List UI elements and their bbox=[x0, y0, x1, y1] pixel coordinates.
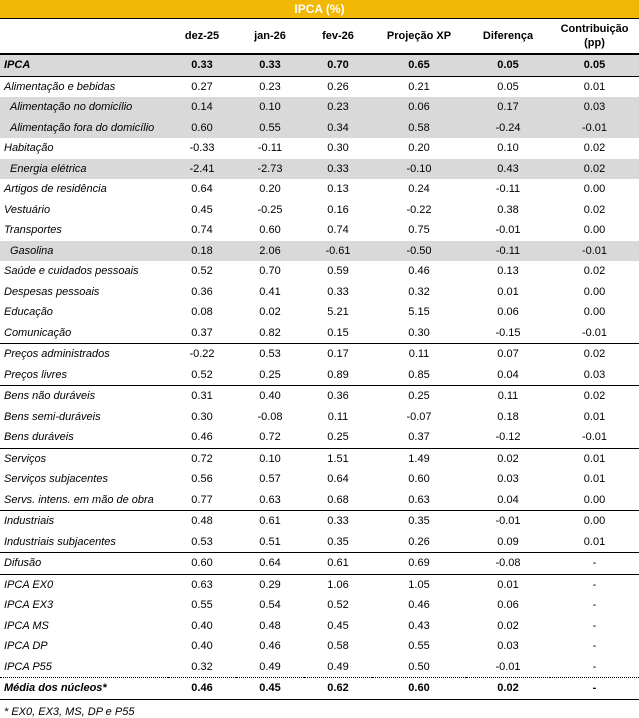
cell-value: 0.20 bbox=[408, 142, 430, 155]
cell-value: 0.25 bbox=[327, 431, 349, 444]
cell-value: -0.08 bbox=[466, 553, 550, 575]
cell-value: 0.40 bbox=[191, 619, 213, 632]
cell-value: 1.49 bbox=[372, 448, 466, 469]
cell-value: -0.07 bbox=[406, 410, 432, 423]
cell-value: 0.53 bbox=[191, 535, 213, 548]
column-header-jan-26: jan-26 bbox=[254, 30, 286, 42]
table-body bbox=[0, 55, 639, 700]
cell-value: 0.40 bbox=[236, 386, 304, 407]
column-header-projecao-xp: Projeção XP bbox=[386, 30, 452, 42]
cell-value: 0.11 bbox=[327, 410, 349, 423]
cell-value: 0.52 bbox=[191, 368, 213, 381]
row-label: Industriais subjacentes bbox=[4, 535, 116, 548]
cell-value: 0.05 bbox=[466, 55, 550, 77]
cell-value: 0.64 bbox=[327, 473, 349, 486]
cell-value: 0.02 bbox=[583, 203, 606, 216]
cell-value: 0.06 bbox=[497, 306, 519, 319]
cell-value: 0.74 bbox=[327, 224, 349, 237]
cell-value: 0.58 bbox=[327, 640, 349, 653]
cell-value: 0.21 bbox=[372, 76, 466, 97]
cell-value: - bbox=[550, 574, 639, 595]
cell-value: 0.59 bbox=[327, 265, 349, 278]
table-row bbox=[0, 386, 639, 407]
cell-value: 0.46 bbox=[408, 265, 430, 278]
row-label: Servs. intens. em mão de obra bbox=[4, 493, 154, 506]
cell-value: 0.60 bbox=[372, 678, 466, 700]
cell-value: 0.30 bbox=[408, 326, 430, 339]
cell-value: 0.16 bbox=[327, 203, 349, 216]
cell-value: 0.55 bbox=[191, 599, 213, 612]
cell-value: -0.01 bbox=[495, 660, 521, 673]
row-label: IPCA P55 bbox=[4, 660, 52, 673]
table-row bbox=[0, 636, 639, 657]
cell-value: 0.03 bbox=[497, 640, 519, 653]
row-label: Preços livres bbox=[4, 368, 67, 381]
table-row bbox=[0, 138, 639, 159]
cell-value: 0.14 bbox=[168, 97, 236, 118]
cell-value: 0.30 bbox=[327, 142, 349, 155]
column-header-row bbox=[0, 19, 639, 54]
cell-value: 0.02 bbox=[259, 306, 281, 319]
cell-value: 0.41 bbox=[259, 285, 281, 298]
cell-value: 0.85 bbox=[408, 368, 430, 381]
cell-value: -0.22 bbox=[406, 203, 432, 216]
cell-value: 0.33 bbox=[304, 511, 372, 532]
cell-value: - bbox=[550, 553, 639, 575]
row-label: Artigos de residência bbox=[4, 183, 107, 196]
row-label: Bens semi-duráveis bbox=[4, 410, 101, 423]
cell-value: -2.41 bbox=[168, 159, 236, 180]
cell-value: -0.25 bbox=[257, 203, 283, 216]
cell-value: 0.03 bbox=[583, 368, 606, 381]
cell-value: 0.02 bbox=[466, 448, 550, 469]
cell-value: 0.24 bbox=[408, 183, 430, 196]
row-label: Educação bbox=[4, 306, 53, 319]
cell-value: 0.29 bbox=[236, 574, 304, 595]
cell-value: 0.01 bbox=[583, 473, 606, 486]
table-row bbox=[0, 261, 639, 282]
table-row bbox=[0, 179, 639, 200]
cell-value: 0.33 bbox=[327, 285, 349, 298]
cell-value: 0.48 bbox=[168, 511, 236, 532]
row-label: Alimentação no domicílio bbox=[0, 97, 168, 118]
cell-value: 0.72 bbox=[168, 448, 236, 469]
cell-value: 0.02 bbox=[583, 265, 606, 278]
table-row bbox=[0, 490, 639, 511]
cell-value: 0.36 bbox=[304, 386, 372, 407]
cell-value: 0.17 bbox=[466, 97, 550, 118]
cell-value: -0.11 bbox=[257, 142, 283, 155]
cell-value: 0.72 bbox=[259, 431, 281, 444]
cell-value: 0.34 bbox=[304, 118, 372, 139]
cell-value: 0.00 bbox=[583, 183, 606, 196]
cell-value: 0.63 bbox=[259, 493, 281, 506]
cell-value: 0.02 bbox=[550, 344, 639, 365]
cell-value: 0.52 bbox=[327, 599, 349, 612]
cell-value: 0.60 bbox=[168, 118, 236, 139]
cell-value: 0.02 bbox=[550, 159, 639, 180]
table-row bbox=[0, 365, 639, 386]
cell-value: 0.37 bbox=[191, 326, 213, 339]
cell-value: 0.01 bbox=[583, 410, 606, 423]
cell-value: 0.49 bbox=[259, 660, 281, 673]
cell-value: 0.11 bbox=[466, 386, 550, 407]
table-row bbox=[0, 595, 639, 616]
cell-value: 0.10 bbox=[236, 448, 304, 469]
cell-value: 0.04 bbox=[497, 368, 519, 381]
cell-value: -0.22 bbox=[168, 344, 236, 365]
cell-value: 0.55 bbox=[236, 118, 304, 139]
table-row bbox=[0, 407, 639, 428]
row-label: IPCA EX0 bbox=[0, 574, 168, 595]
cell-value: 0.32 bbox=[408, 285, 430, 298]
cell-value: 0.35 bbox=[372, 511, 466, 532]
row-label: Serviços subjacentes bbox=[4, 473, 108, 486]
cell-value: 0.00 bbox=[550, 511, 639, 532]
cell-value: 0.74 bbox=[191, 224, 213, 237]
row-label: Bens não duráveis bbox=[0, 386, 168, 407]
row-label: IPCA bbox=[0, 55, 168, 77]
cell-value: 0.26 bbox=[304, 76, 372, 97]
cell-value: -0.12 bbox=[495, 431, 521, 444]
cell-value: 0.63 bbox=[168, 574, 236, 595]
cell-value: 0.45 bbox=[191, 203, 213, 216]
table-row bbox=[0, 427, 639, 448]
cell-value: 0.37 bbox=[408, 431, 430, 444]
cell-value: 0.64 bbox=[191, 183, 213, 196]
row-label: Serviços bbox=[0, 448, 168, 469]
table-row bbox=[0, 241, 639, 262]
row-label: Difusão bbox=[0, 553, 168, 575]
table-row bbox=[0, 344, 639, 365]
table-row bbox=[0, 76, 639, 97]
cell-value: 0.48 bbox=[259, 619, 281, 632]
cell-value: -0.50 bbox=[372, 241, 466, 262]
table-row bbox=[0, 532, 639, 553]
cell-value: 0.45 bbox=[236, 678, 304, 700]
cell-value: -0.10 bbox=[372, 159, 466, 180]
cell-value: 0.56 bbox=[191, 473, 213, 486]
cell-value: -0.33 bbox=[189, 142, 215, 155]
cell-value: 0.60 bbox=[408, 473, 430, 486]
cell-value: 0.70 bbox=[304, 55, 372, 77]
cell-value: 0.53 bbox=[236, 344, 304, 365]
table-row bbox=[0, 220, 639, 241]
cell-value: 0.31 bbox=[168, 386, 236, 407]
cell-value: 0.35 bbox=[327, 535, 349, 548]
cell-value: 0.40 bbox=[191, 640, 213, 653]
cell-value: 0.18 bbox=[497, 410, 519, 423]
cell-value: 0.89 bbox=[327, 368, 349, 381]
cell-value: 0.06 bbox=[372, 97, 466, 118]
column-header-contribuicao: Contribuição (pp) bbox=[560, 23, 629, 49]
row-label: IPCA DP bbox=[4, 640, 48, 653]
cell-value: 0.27 bbox=[168, 76, 236, 97]
row-label: Transportes bbox=[4, 224, 62, 237]
cell-value: -0.11 bbox=[495, 183, 521, 196]
cell-value: 0.51 bbox=[259, 535, 281, 548]
cell-value: 0.01 bbox=[466, 574, 550, 595]
cell-value: 0.33 bbox=[168, 55, 236, 77]
cell-value: -0.15 bbox=[495, 326, 521, 339]
cell-value: 0.82 bbox=[259, 326, 281, 339]
cell-value: 0.50 bbox=[408, 660, 430, 673]
table-row bbox=[0, 97, 639, 118]
cell-value: 2.06 bbox=[236, 241, 304, 262]
cell-value: 0.70 bbox=[259, 265, 281, 278]
cell-value: 0.52 bbox=[191, 265, 213, 278]
row-label: Bens duráveis bbox=[4, 431, 74, 444]
cell-value: 0.65 bbox=[372, 55, 466, 77]
column-header-dez-25: dez-25 bbox=[184, 30, 220, 42]
cell-value: 0.43 bbox=[408, 619, 430, 632]
cell-value: 0.30 bbox=[191, 410, 213, 423]
cell-value: 0.01 bbox=[550, 448, 639, 469]
cell-value: 0.00 bbox=[583, 493, 606, 506]
cell-value: 0.18 bbox=[168, 241, 236, 262]
cell-value: 0.20 bbox=[259, 183, 281, 196]
cell-value: 0.33 bbox=[304, 159, 372, 180]
cell-value: - bbox=[550, 678, 639, 700]
table-row bbox=[0, 574, 639, 595]
row-label: Preços administrados bbox=[0, 344, 168, 365]
table-row bbox=[0, 616, 639, 637]
cell-value: 0.07 bbox=[466, 344, 550, 365]
cell-value: 0.64 bbox=[236, 553, 304, 575]
row-label: Média dos núcleos* bbox=[0, 678, 168, 700]
table-row bbox=[0, 302, 639, 323]
table-row bbox=[0, 448, 639, 469]
cell-value: 0.15 bbox=[327, 326, 349, 339]
table-row bbox=[0, 553, 639, 575]
row-label: Habitação bbox=[4, 142, 54, 155]
cell-value: -0.08 bbox=[257, 410, 283, 423]
cell-value: 0.05 bbox=[466, 76, 550, 97]
cell-value: -0.01 bbox=[550, 241, 639, 262]
cell-value: 0.25 bbox=[259, 368, 281, 381]
row-label: Alimentação e bebidas bbox=[0, 76, 168, 97]
cell-value: 0.02 bbox=[550, 386, 639, 407]
table-row bbox=[0, 678, 639, 700]
table-row bbox=[0, 323, 639, 344]
cell-value: 0.77 bbox=[191, 493, 213, 506]
cell-value: 0.03 bbox=[550, 97, 639, 118]
cell-value: -0.24 bbox=[466, 118, 550, 139]
cell-value: 0.46 bbox=[191, 431, 213, 444]
cell-value: 0.69 bbox=[372, 553, 466, 575]
footnote: * EX0, EX3, MS, DP e P55 bbox=[4, 705, 135, 718]
cell-value: 0.32 bbox=[191, 660, 213, 673]
cell-value: 0.17 bbox=[304, 344, 372, 365]
row-label: Industriais bbox=[0, 511, 168, 532]
cell-value: - bbox=[592, 599, 597, 612]
cell-value: 0.55 bbox=[408, 640, 430, 653]
cell-value: 0.05 bbox=[550, 55, 639, 77]
table-row bbox=[0, 200, 639, 221]
cell-value: 0.09 bbox=[497, 535, 519, 548]
cell-value: -0.01 bbox=[581, 326, 608, 339]
cell-value: 1.06 bbox=[304, 574, 372, 595]
cell-value: 0.23 bbox=[304, 97, 372, 118]
cell-value: 0.04 bbox=[497, 493, 519, 506]
cell-value: 0.46 bbox=[168, 678, 236, 700]
table-row bbox=[0, 469, 639, 490]
row-label: IPCA MS bbox=[4, 619, 49, 632]
cell-value: 0.60 bbox=[259, 224, 281, 237]
cell-value: 0.58 bbox=[372, 118, 466, 139]
row-label: Despesas pessoais bbox=[4, 285, 100, 298]
cell-value: 0.10 bbox=[497, 142, 519, 155]
cell-value: 1.05 bbox=[372, 574, 466, 595]
cell-value: 0.62 bbox=[304, 678, 372, 700]
table-row bbox=[0, 657, 639, 678]
cell-value: 0.61 bbox=[236, 511, 304, 532]
cell-value: -0.01 bbox=[550, 118, 639, 139]
cell-value: 0.11 bbox=[372, 344, 466, 365]
table-row bbox=[0, 118, 639, 139]
cell-value: 0.23 bbox=[236, 76, 304, 97]
cell-value: - bbox=[592, 640, 597, 653]
cell-value: 0.02 bbox=[466, 678, 550, 700]
cell-value: 0.61 bbox=[304, 553, 372, 575]
cell-value: 0.10 bbox=[236, 97, 304, 118]
ipca-table bbox=[0, 54, 639, 700]
cell-value: - bbox=[592, 619, 597, 632]
cell-value: 0.00 bbox=[583, 285, 606, 298]
cell-value: -0.61 bbox=[304, 241, 372, 262]
cell-value: 5.21 bbox=[327, 306, 349, 319]
table-row bbox=[0, 511, 639, 532]
cell-value: 0.01 bbox=[497, 285, 519, 298]
cell-value: 0.60 bbox=[168, 553, 236, 575]
cell-value: 0.36 bbox=[191, 285, 213, 298]
cell-value: 0.13 bbox=[497, 265, 519, 278]
cell-value: 0.06 bbox=[497, 599, 519, 612]
cell-value: 0.49 bbox=[327, 660, 349, 673]
column-header-diferenca: Diferença bbox=[482, 30, 534, 42]
cell-value: 0.01 bbox=[583, 535, 606, 548]
column-header-fev-26: fev-26 bbox=[322, 30, 354, 42]
cell-value: 0.03 bbox=[497, 473, 519, 486]
row-label: Gasolina bbox=[0, 241, 168, 262]
cell-value: 1.51 bbox=[304, 448, 372, 469]
cell-value: 0.43 bbox=[466, 159, 550, 180]
table-row bbox=[0, 159, 639, 180]
cell-value: -0.01 bbox=[581, 431, 608, 444]
row-label: Alimentação fora do domicílio bbox=[0, 118, 168, 139]
cell-value: - bbox=[592, 660, 597, 673]
cell-value: 0.57 bbox=[259, 473, 281, 486]
cell-value: 0.13 bbox=[327, 183, 349, 196]
cell-value: 0.75 bbox=[408, 224, 430, 237]
row-label: Saúde e cuidados pessoais bbox=[4, 265, 139, 278]
cell-value: 0.33 bbox=[236, 55, 304, 77]
table-title: IPCA (%) bbox=[0, 0, 639, 19]
cell-value: 0.08 bbox=[191, 306, 213, 319]
cell-value: -0.01 bbox=[495, 224, 521, 237]
cell-value: 5.15 bbox=[408, 306, 430, 319]
cell-value: 0.54 bbox=[259, 599, 281, 612]
row-label: Vestuário bbox=[4, 203, 51, 216]
cell-value: -0.11 bbox=[466, 241, 550, 262]
cell-value: 0.38 bbox=[497, 203, 519, 216]
row-label: Comunicação bbox=[4, 326, 72, 339]
cell-value: 0.02 bbox=[497, 619, 519, 632]
cell-value: 0.01 bbox=[550, 76, 639, 97]
row-label: IPCA EX3 bbox=[4, 599, 54, 612]
table-row bbox=[0, 282, 639, 303]
cell-value: -2.73 bbox=[236, 159, 304, 180]
cell-value: -0.01 bbox=[466, 511, 550, 532]
cell-value: 0.00 bbox=[583, 224, 606, 237]
cell-value: 0.63 bbox=[408, 493, 430, 506]
cell-value: 0.25 bbox=[372, 386, 466, 407]
row-label: Energia elétrica bbox=[0, 159, 168, 180]
cell-value: 0.00 bbox=[583, 306, 606, 319]
cell-value: 0.46 bbox=[259, 640, 281, 653]
cell-value: 0.45 bbox=[327, 619, 349, 632]
cell-value: 0.68 bbox=[327, 493, 349, 506]
cell-value: 0.26 bbox=[408, 535, 430, 548]
table-row bbox=[0, 55, 639, 77]
cell-value: 0.02 bbox=[583, 142, 606, 155]
cell-value: 0.46 bbox=[408, 599, 430, 612]
